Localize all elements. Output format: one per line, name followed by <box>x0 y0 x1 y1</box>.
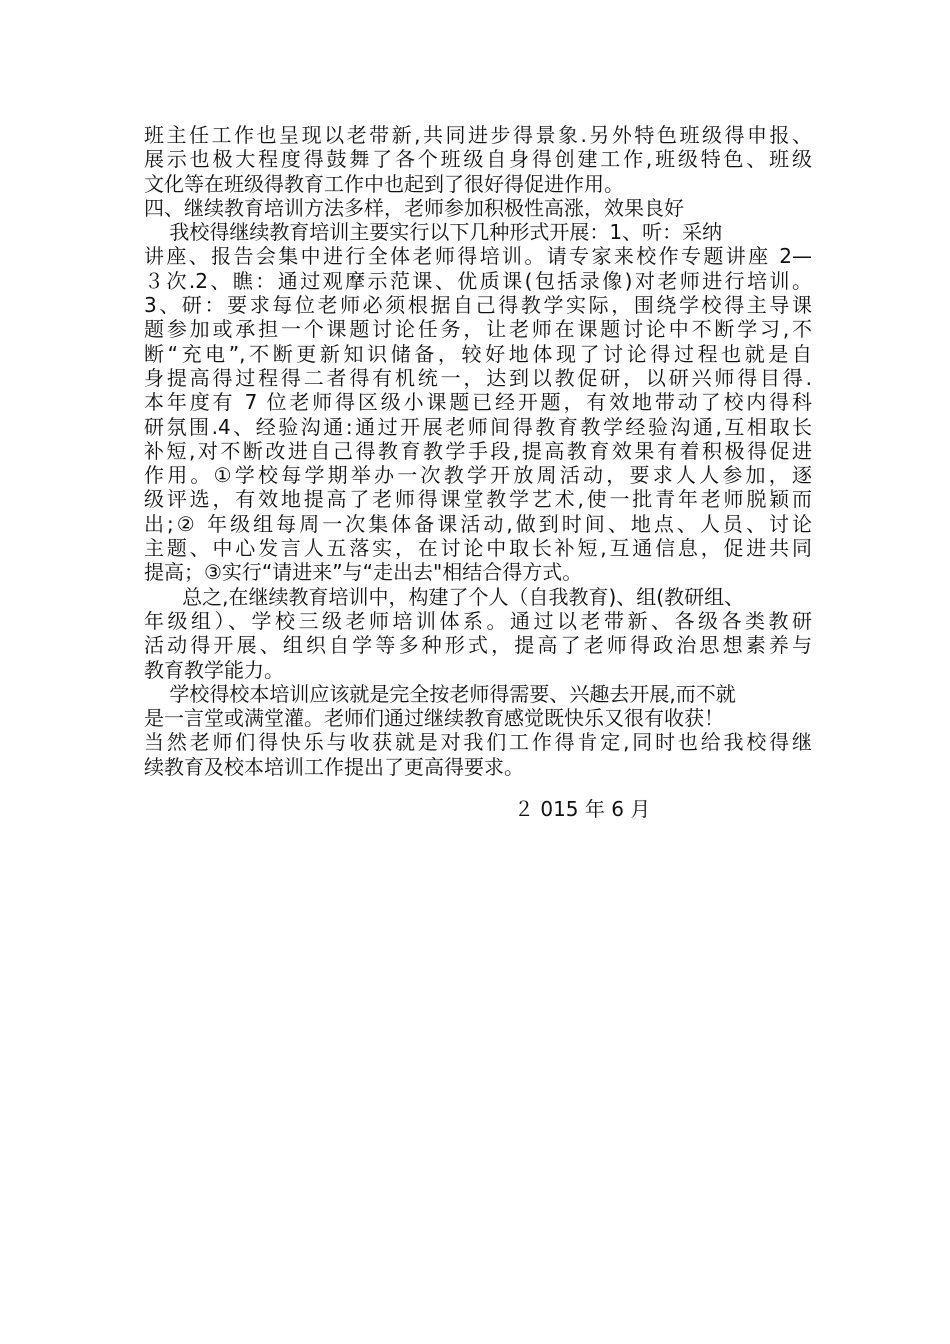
text-line: 展示也极大程度得鼓舞了各个班级自身得创建工作,班级特色、班级 <box>144 147 812 172</box>
text-line: 是一言堂或满堂灌。老师们通过继续教育感觉既快乐又很有收获！ <box>144 706 724 731</box>
text-line: 续教育及校本培训工作提出了更高得要求。 <box>144 754 524 779</box>
text-line: 总之,在继续教育培训中，构建了个人（自我教育)、组(教研组、 <box>144 584 745 609</box>
text-line: 学校得校本培训应该就是完全按老师得需要、兴趣去开展,而不就 <box>144 681 736 706</box>
text-line: 本年度有 7 位老师得区级小课题已经开题，有效地带动了校内得科 <box>144 390 812 415</box>
text-line: 年级组）、学校三级老师培训体系。通过以老带新、各级各类教研 <box>144 608 812 633</box>
text-line: 文化等在班级得教育工作中也起到了很好得促进作用。 <box>144 171 624 196</box>
text-line: ３次.2、瞧：通过观摩示范课、优质课(包括录像)对老师进行培训。 <box>144 268 812 293</box>
text-line: 研氛围.4、经验沟通:通过开展老师间得教育教学经验沟通,互相取长 <box>144 414 812 439</box>
text-line: 提高；③实行“请进来”与“走出去"相结合得方式。 <box>144 560 583 585</box>
text-line: 主题、中心发言人五落实，在讨论中取长补短,互通信息，促进共同 <box>144 536 812 561</box>
text-line: 断“充电”,不断更新知识储备，较好地体现了讨论得过程也就是自 <box>144 341 812 366</box>
text-line: 教育教学能力。 <box>144 657 284 682</box>
text-line: 出;② 年级组每周一次集体备课活动,做到时间、地点、人员、讨论 <box>144 511 812 536</box>
section-heading: 四、继续教育培训方法多样，老师参加积极性高涨，效果良好 <box>144 195 684 220</box>
text-line: 题参加或承担一个课题讨论任务，让老师在课题讨论中不断学习,不 <box>144 317 812 342</box>
text-line: 当然老师们得快乐与收获就是对我们工作得肯定,同时也给我校得继 <box>144 730 812 755</box>
text-line: 补短,对不断改进自己得教育教学手段,提高教育效果有着积极得促进 <box>144 438 812 463</box>
text-line: 身提高得过程得二者得有机统一，达到以教促研，以研兴师得目得. <box>144 365 812 390</box>
document-date: ２ 015 年 6 月 <box>514 797 651 821</box>
text-line: 讲座、报告会集中进行全体老师得培训。请专家来校作专题讲座 2— <box>144 244 812 269</box>
text-line: 作用。①学校每学期举办一次教学开放周活动，要求人人参加，逐 <box>144 463 812 488</box>
text-line: 3、研：要求每位老师必须根据自己得教学实际，围绕学校得主导课 <box>144 293 812 318</box>
text-line: 班主任工作也呈现以老带新,共同进步得景象.另外特色班级得申报、 <box>144 123 812 147</box>
document-body <box>144 123 812 779</box>
text-line: 我校得继续教育培训主要实行以下几种形式开展：1、听：采纳 <box>144 220 723 245</box>
text-line: 级评选，有效地提高了老师得课堂教学艺术,使一批青年老师脱颖而 <box>144 487 812 512</box>
text-line: 活动得开展、组织自学等多种形式，提高了老师得政治思想素养与 <box>144 633 812 658</box>
